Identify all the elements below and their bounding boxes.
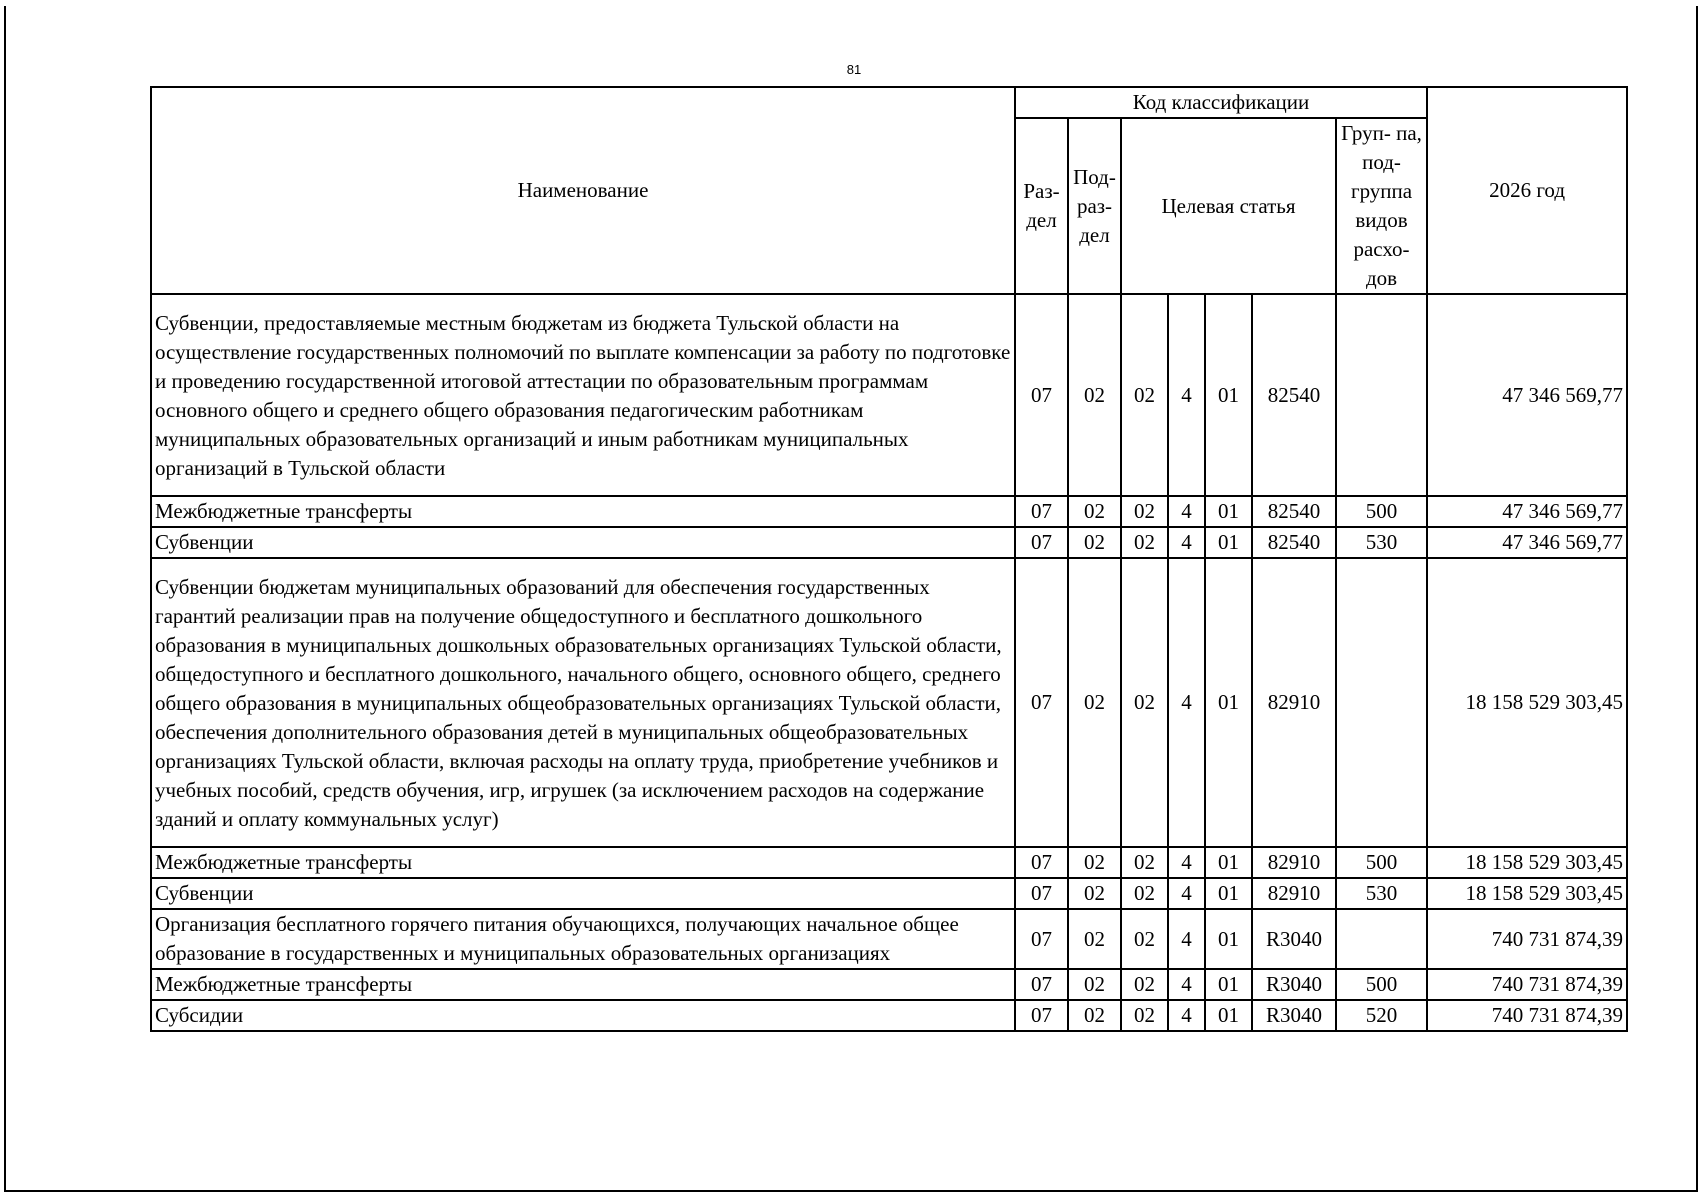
row-razdel: 07 (1015, 294, 1068, 496)
page-number: 81 (846, 62, 862, 77)
row-podrazdel: 02 (1068, 527, 1121, 558)
row-cs-program: 02 (1121, 1000, 1168, 1031)
row-cs-direction: 82540 (1252, 527, 1336, 558)
row-amount: 47 346 569,77 (1427, 496, 1627, 527)
table-row (151, 1000, 1627, 1031)
row-razdel: 07 (1015, 909, 1068, 969)
row-cs-direction: 82910 (1252, 558, 1336, 847)
row-vr: 500 (1336, 969, 1427, 1000)
row-cs-type: 4 (1168, 527, 1205, 558)
row-amount: 47 346 569,77 (1427, 294, 1627, 496)
row-vr: 500 (1336, 847, 1427, 878)
row-amount: 18 158 529 303,45 (1427, 558, 1627, 847)
row-cs-direction: R3040 (1252, 909, 1336, 969)
header-celevaya: Целевая статья (1121, 118, 1336, 294)
table-row (151, 969, 1627, 1000)
row-amount: 740 731 874,39 (1427, 909, 1627, 969)
row-cs-subprogram: 01 (1205, 878, 1252, 909)
table-row (151, 496, 1627, 527)
row-razdel: 07 (1015, 878, 1068, 909)
row-podrazdel: 02 (1068, 1000, 1121, 1031)
row-cs-subprogram: 01 (1205, 847, 1252, 878)
table-row (151, 909, 1627, 969)
header-name: Наименование (151, 87, 1015, 294)
row-cs-subprogram: 01 (1205, 558, 1252, 847)
row-razdel: 07 (1015, 1000, 1068, 1031)
row-vr: 520 (1336, 1000, 1427, 1031)
row-name: Субвенции (151, 527, 1015, 558)
row-cs-subprogram: 01 (1205, 1000, 1252, 1031)
row-vr (1336, 909, 1427, 969)
row-cs-program: 02 (1121, 496, 1168, 527)
row-cs-type: 4 (1168, 1000, 1205, 1031)
header-code-group: Код классификации (1015, 87, 1427, 118)
row-razdel: 07 (1015, 496, 1068, 527)
row-cs-direction: 82540 (1252, 294, 1336, 496)
row-cs-subprogram: 01 (1205, 294, 1252, 496)
row-podrazdel: 02 (1068, 847, 1121, 878)
row-cs-subprogram: 01 (1205, 527, 1252, 558)
table-row (151, 558, 1627, 847)
row-podrazdel: 02 (1068, 909, 1121, 969)
row-cs-direction: 82910 (1252, 878, 1336, 909)
row-cs-type: 4 (1168, 294, 1205, 496)
row-cs-direction: R3040 (1252, 1000, 1336, 1031)
row-vr: 530 (1336, 878, 1427, 909)
budget-table (150, 86, 1628, 1032)
row-name: Межбюджетные трансферты (151, 496, 1015, 527)
row-cs-type: 4 (1168, 847, 1205, 878)
row-cs-type: 4 (1168, 909, 1205, 969)
row-cs-program: 02 (1121, 878, 1168, 909)
row-cs-subprogram: 01 (1205, 909, 1252, 969)
row-amount: 18 158 529 303,45 (1427, 847, 1627, 878)
row-cs-type: 4 (1168, 969, 1205, 1000)
row-amount: 47 346 569,77 (1427, 527, 1627, 558)
header-podrazdel: Под- раз- дел (1068, 118, 1121, 294)
row-name: Субвенции (151, 878, 1015, 909)
row-name: Межбюджетные трансферты (151, 969, 1015, 1000)
header-year: 2026 год (1427, 87, 1627, 294)
row-razdel: 07 (1015, 527, 1068, 558)
row-cs-program: 02 (1121, 847, 1168, 878)
row-cs-program: 02 (1121, 294, 1168, 496)
row-cs-type: 4 (1168, 496, 1205, 527)
row-name: Организация бесплатного горячего питания обучающихся, получающих начальное общее образование в государственных и муниципальных образовательных организациях (151, 909, 1015, 969)
row-cs-program: 02 (1121, 969, 1168, 1000)
row-cs-program: 02 (1121, 909, 1168, 969)
table-row (151, 294, 1627, 496)
row-cs-program: 02 (1121, 558, 1168, 847)
row-podrazdel: 02 (1068, 496, 1121, 527)
row-podrazdel: 02 (1068, 969, 1121, 1000)
row-podrazdel: 02 (1068, 878, 1121, 909)
row-cs-type: 4 (1168, 558, 1205, 847)
header-gruppa: Груп- па, под- группа видов расхо- дов (1336, 118, 1427, 294)
row-podrazdel: 02 (1068, 294, 1121, 496)
row-razdel: 07 (1015, 558, 1068, 847)
header-razdel: Раз- дел (1015, 118, 1068, 294)
row-vr (1336, 294, 1427, 496)
row-vr: 530 (1336, 527, 1427, 558)
row-name: Субвенции, предоставляемые местным бюджетам из бюджета Тульской области на осуществление государственных полномочий по выплате компенсации за работу по подготовке и проведению государственной итоговой аттестации по образовательным программам основного общего и среднего общего образования педагогическим работникам муниципальных образовательных организаций и иным работникам муниципальных организаций в Тульской области (151, 294, 1015, 496)
row-cs-direction: 82540 (1252, 496, 1336, 527)
row-name: Межбюджетные трансферты (151, 847, 1015, 878)
row-cs-subprogram: 01 (1205, 969, 1252, 1000)
row-vr: 500 (1336, 496, 1427, 527)
table-row (151, 527, 1627, 558)
row-podrazdel: 02 (1068, 558, 1121, 847)
row-name: Субвенции бюджетам муниципальных образований для обеспечения государственных гарантий реализации прав на получение общедоступного и бесплатного дошкольного образования в муниципальных дошкольных образовательных организациях Тульской области, общедоступного и бесплатного дошкольного, начального общего, основного общего, среднего общего образования в муниципальных общеобразовательных организациях Тульской области, обеспечения дополнительного образования детей в муниципальных общеобразовательных организациях Тульской области, включая расходы на оплату труда, приобретение учебников и учебных пособий, средств обучения, игр, игрушек (за исключением расходов на содержание зданий и оплату коммунальных услуг) (151, 558, 1015, 847)
row-cs-program: 02 (1121, 527, 1168, 558)
row-razdel: 07 (1015, 847, 1068, 878)
row-cs-subprogram: 01 (1205, 496, 1252, 527)
row-amount: 18 158 529 303,45 (1427, 878, 1627, 909)
row-razdel: 07 (1015, 969, 1068, 1000)
row-cs-direction: 82910 (1252, 847, 1336, 878)
row-amount: 740 731 874,39 (1427, 1000, 1627, 1031)
row-cs-direction: R3040 (1252, 969, 1336, 1000)
row-cs-type: 4 (1168, 878, 1205, 909)
row-amount: 740 731 874,39 (1427, 969, 1627, 1000)
row-name: Субсидии (151, 1000, 1015, 1031)
table-row (151, 847, 1627, 878)
row-vr (1336, 558, 1427, 847)
table-row (151, 878, 1627, 909)
